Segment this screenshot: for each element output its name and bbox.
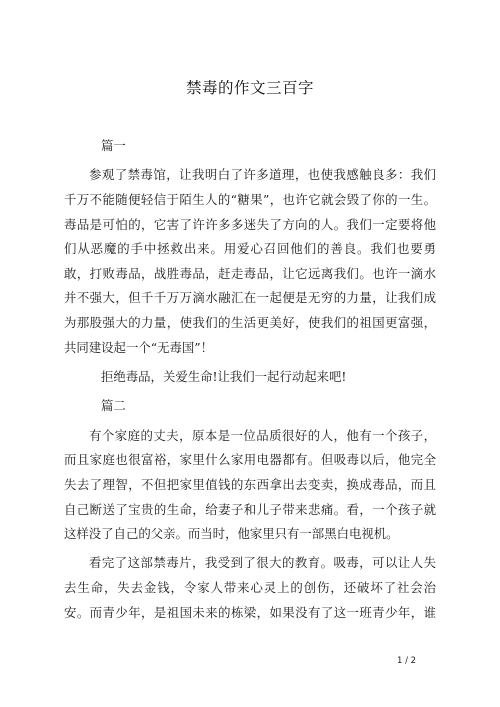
text-line: 千万不能随便轻信于陌生人的“糖果”，也许它就会毁了你的一生。 [64,191,436,207]
paragraph: 拒绝毒品，关爱生命!让我们一起行动起来吧! [101,368,347,384]
text-line: 们从恶魔的手中拯救出来。用爱心召回他们的善良。我们也要勇 [64,241,436,257]
text-line: 为那股强大的力量，使我们的生活更美好，使我们的祖国更富强， [64,314,436,330]
paragraph [64,424,436,547]
text-line: 自己断送了宝贵的生命，给妻子和儿子带来悲痛。看，一个孩子就 [64,501,436,517]
text-line: 看完了这部禁毒片，我受到了很大的教育。吸毒，可以让人失 [89,555,436,571]
text-line: 有个家庭的丈夫，原本是一位品质很好的人，他有一个孩子， [89,427,436,443]
document-title: 禁毒的作文三百字 [185,79,314,97]
text-line: 失去了理智，不但把家里值钱的东西拿出去变卖，换成毒品，而且 [64,476,436,492]
text-line: 去生命，失去金钱，令家人带来心灵上的创伤，还破坏了社会治 [64,580,436,596]
document-body [64,134,436,630]
text-line: 敢，打败毒品，战胜毒品，赶走毒品，让它远离我们。也许一滴水 [64,265,436,281]
text-line: 毒品是可怕的，它害了许许多多迷失了方向的人。我们一定要将他 [64,216,436,232]
paragraph [64,551,436,625]
text-line: 共同建设起一个“无毒国”！ [64,339,213,355]
section-heading: 篇二 [101,398,126,414]
page-number: 1 / 2 [397,656,417,666]
section-heading: 篇一 [101,138,126,153]
paragraph [64,163,436,360]
text-line: 这样没了自己的父亲。而当时，他家里只有一部黑白电视机。 [64,526,399,542]
text-line: 而且家庭也很富裕，家里什么家用电器都有。但吸毒以后，他完全 [64,452,436,468]
text-line: 参观了禁毒馆，让我明白了许多道理，也使我感触良多：我们 [89,167,436,183]
text-line: 安。而青少年，是祖国未来的栋梁，如果没有了这一班青少年，谁 [64,604,436,620]
text-line: 并不强大，但千千万万滴水融汇在一起便是无穷的力量，让我们成 [64,290,436,306]
